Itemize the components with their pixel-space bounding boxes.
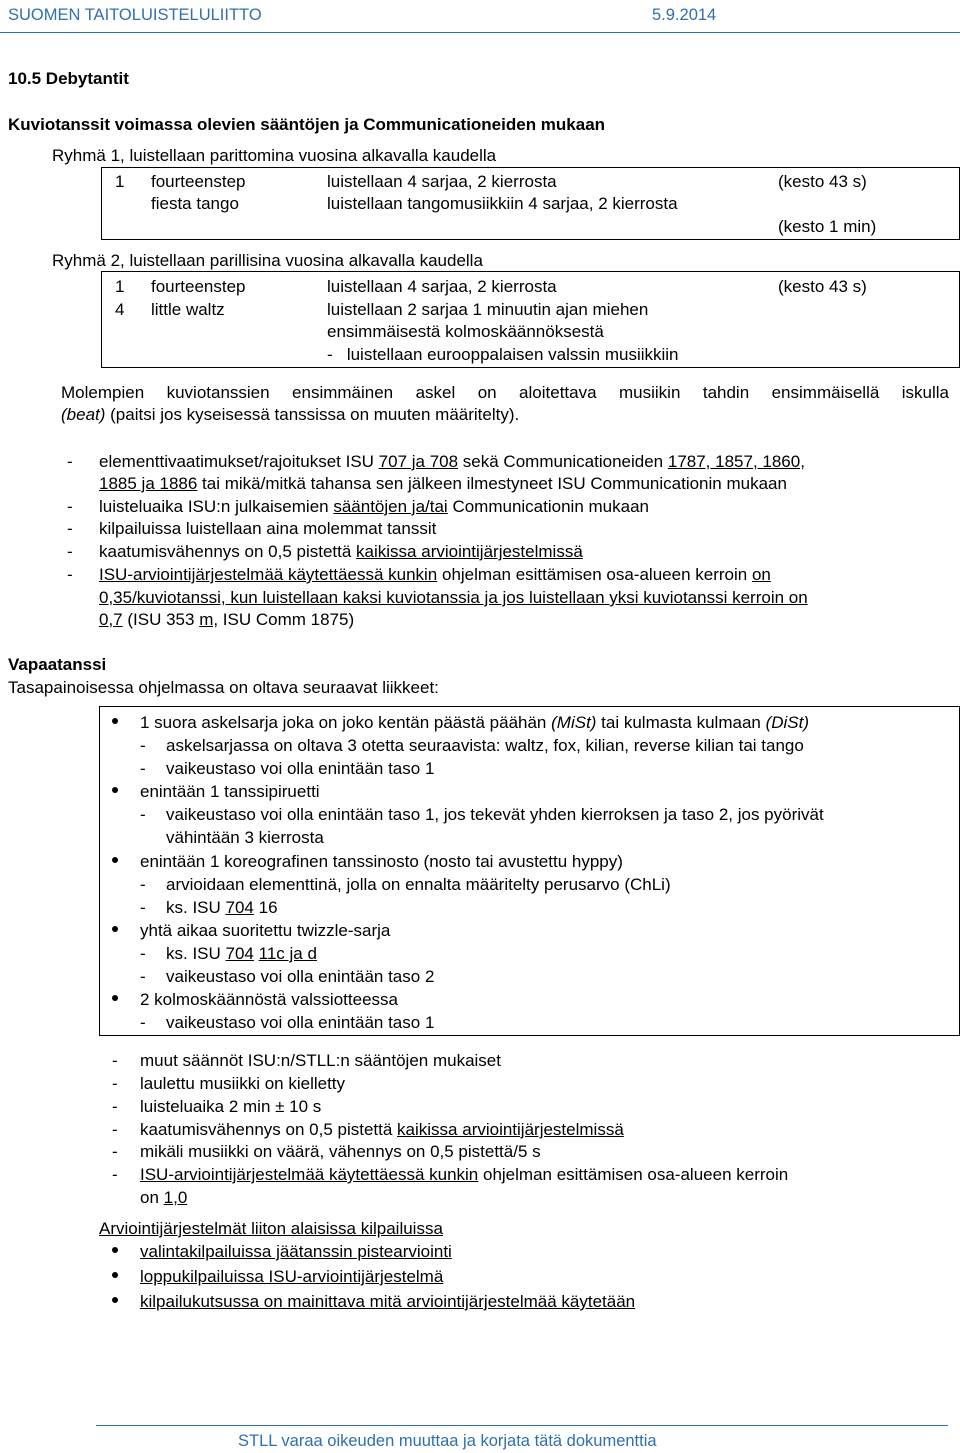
rule-dash: - xyxy=(67,497,73,516)
fd-item-4: yhtä aikaa suoritettu twizzle-sarja xyxy=(140,921,391,940)
fd-item-4-sub-2: vaikeustaso voi olla enintään taso 2 xyxy=(166,967,435,986)
fd-item-3-sub-1: arvioidaan elementtinä, jolla on ennalta määritelty perusarvo (ChLi) xyxy=(166,875,671,894)
group2-row1-num: 1 xyxy=(115,277,125,296)
group2-title: Ryhmä 2, luistellaan parillisina vuosina alkavalla kaudella xyxy=(52,251,483,270)
free-dance-intro: Tasapainoisessa ohjelmassa on oltava seuraavat liikkeet: xyxy=(8,678,439,697)
judging-title: Arviointijärjestelmät liiton alaisissa kilpailuissa xyxy=(99,1219,443,1238)
fd-item-3: enintään 1 koreografinen tanssinosto (nosto tai avustettu hyppy) xyxy=(140,852,623,871)
rule-5-line1: ISU-arviointijärjestelmää käytettäessä kunkin ohjelman esittämisen osa-alueen kerroin on xyxy=(99,565,771,584)
rule-1-line2: 1885 ja 1886 tai mikä/mitkä tahansa sen jälkeen ilmestyneet ISU Communicationin mukaan xyxy=(99,474,787,493)
fd-item-2-sub-1b: vähintään 3 kierrosta xyxy=(166,828,324,847)
fd-item-5-sub-1: vaikeustaso voi olla enintään taso 1 xyxy=(166,1013,435,1032)
bullet-icon xyxy=(112,1247,118,1253)
fd-item-1: 1 suora askelsarja joka on joko kentän päästä päähän (MiSt) tai kulmasta kulmaan (DiSt) xyxy=(140,713,810,732)
judging-item-1: valintakilpailuissa jäätanssin pistearviointi xyxy=(140,1242,452,1261)
fd-item-1-sub-2: vaikeustaso voi olla enintään taso 1 xyxy=(166,759,435,778)
group1-row2-duration: (kesto 1 min) xyxy=(778,217,877,236)
group2-row2-desc3: - luistellaan eurooppalaisen valssin musiikkiin xyxy=(327,345,679,364)
footer-text: STLL varaa oikeuden muuttaa ja korjata tätä dokumenttia xyxy=(238,1432,657,1450)
header-org: SUOMEN TAITOLUISTELULIITTO xyxy=(8,6,262,24)
group2-row2-dance: little waltz xyxy=(151,300,225,319)
bullet-icon xyxy=(112,1297,118,1303)
paragraph-line2-rest: (paitsi jos kyseisessä tanssissa on muuten määritelty). xyxy=(105,405,520,424)
fd-item-5: 2 kolmoskäännöstä valssiotteessa xyxy=(140,990,398,1009)
paragraph-line1: Molempien kuviotanssien ensimmäinen askel on aloitettava musiikin tahdin ensimmäisellä iskulla xyxy=(61,383,949,402)
fd-dash: - xyxy=(140,967,146,986)
judging-item-2: loppukilpailuissa ISU-arviointijärjestelmä xyxy=(140,1267,444,1286)
rule-dash: - xyxy=(67,452,73,471)
other-rule-6-line1: ISU-arviointijärjestelmää käytettäessä kunkin ohjelman esittämisen osa-alueen kerroin xyxy=(140,1165,789,1184)
subtitle: Kuviotanssit voimassa olevien sääntöjen ja Communicationeiden mukaan xyxy=(8,115,606,134)
header-rule xyxy=(0,32,960,33)
paragraph-beat: (beat) xyxy=(61,405,106,424)
free-dance-title: Vapaatanssi xyxy=(8,655,107,674)
group1-row1-desc: luistellaan 4 sarjaa, 2 kierrosta xyxy=(327,172,557,191)
fd-dash: - xyxy=(140,1013,146,1032)
group1-row1-duration: (kesto 43 s) xyxy=(778,172,867,191)
rule-dash: - xyxy=(67,565,73,584)
or-dash: - xyxy=(112,1097,118,1116)
group1-row2-desc: luistellaan tangomusiikkiin 4 sarjaa, 2 kierrosta xyxy=(327,194,678,213)
fd-item-3-sub-2: ks. ISU 704 16 xyxy=(166,898,278,917)
group2-row1-duration: (kesto 43 s) xyxy=(778,277,867,296)
fd-item-2: enintään 1 tanssipiruetti xyxy=(140,782,320,801)
group2-row1-desc: luistellaan 4 sarjaa, 2 kierrosta xyxy=(327,277,557,296)
rule-dash: - xyxy=(67,519,73,538)
footer-rule xyxy=(96,1425,948,1426)
rule-dash: - xyxy=(67,542,73,561)
rule-3: kilpailuissa luistellaan aina molemmat tanssit xyxy=(99,519,437,538)
fd-item-4-sub-1: ks. ISU 704 11c ja d xyxy=(166,944,317,963)
group1-row1-dance: fourteenstep xyxy=(151,172,246,191)
rule-2: luisteluaika ISU:n julkaisemien sääntöjen ja/tai Communicationin mukaan xyxy=(99,497,649,516)
other-rule-3: luisteluaika 2 min ± 10 s xyxy=(140,1097,322,1116)
or-dash: - xyxy=(112,1051,118,1070)
bullet-icon xyxy=(112,1272,118,1278)
fd-item-1-sub-1: askelsarjassa on oltava 3 otetta seuraavista: waltz, fox, kilian, reverse kilian tai tango xyxy=(166,736,804,755)
bullet-icon xyxy=(112,787,118,793)
other-rule-6-line2: on 1,0 xyxy=(140,1188,188,1207)
group1-title: Ryhmä 1, luistellaan parittomina vuosina alkavalla kaudella xyxy=(52,146,497,165)
header-date: 5.9.2014 xyxy=(652,6,717,24)
group1-row1-num: 1 xyxy=(115,172,125,191)
rule-5-line2: 0,35/kuviotanssi, kun luistellaan kaksi kuviotanssia ja jos luistellaan yksi kuviotanssi kerroin on xyxy=(99,588,808,607)
judging-item-3: kilpailukutsussa on mainittava mitä arviointijärjestelmää käytetään xyxy=(140,1292,636,1311)
fd-item-2-sub-1: vaikeustaso voi olla enintään taso 1, jos tekevät yhden kierroksen ja taso 2, jos pyörivät xyxy=(166,805,824,824)
rule-4: kaatumisvähennys on 0,5 pistettä kaikissa arviointijärjestelmissä xyxy=(99,542,583,561)
group1-row2-dance: fiesta tango xyxy=(151,194,239,213)
other-rule-5: mikäli musiikki on väärä, vähennys on 0,5 pistettä/5 s xyxy=(140,1142,541,1161)
other-rule-1: muut säännöt ISU:n/STLL:n sääntöjen mukaiset xyxy=(140,1051,501,1070)
section-title: 10.5 Debytantit xyxy=(8,69,129,88)
rule-5-line3: 0,7 (ISU 353 m, ISU Comm 1875) xyxy=(99,610,355,629)
bullet-icon xyxy=(112,926,118,932)
group2-row2-desc2: ensimmäisestä kolmoskäännöksestä xyxy=(327,322,604,341)
rule-1-line1: elementtivaatimukset/rajoitukset ISU 707 ja 708 sekä Communicationeiden 1787, 1857, 1860, xyxy=(99,452,805,471)
or-dash: - xyxy=(112,1165,118,1184)
group2-row2-desc: luistellaan 2 sarjaa 1 minuutin ajan miehen xyxy=(327,300,649,319)
other-rule-2: laulettu musiikki on kielletty xyxy=(140,1074,346,1093)
or-dash: - xyxy=(112,1120,118,1139)
bullet-icon xyxy=(112,857,118,863)
or-dash: - xyxy=(112,1142,118,1161)
other-rule-4: kaatumisvähennys on 0,5 pistettä kaikissa arviointijärjestelmissä xyxy=(140,1120,624,1139)
bullet-icon xyxy=(112,995,118,1001)
paragraph-line2 xyxy=(61,403,519,426)
bullet-icon xyxy=(112,718,118,724)
fd-dash: - xyxy=(140,944,146,963)
fd-dash: - xyxy=(140,805,146,824)
or-dash: - xyxy=(112,1074,118,1093)
fd-dash: - xyxy=(140,898,146,917)
fd-dash: - xyxy=(140,875,146,894)
fd-dash: - xyxy=(140,759,146,778)
group2-row1-dance: fourteenstep xyxy=(151,277,246,296)
group2-row2-num: 4 xyxy=(115,300,125,319)
fd-dash: - xyxy=(140,736,146,755)
